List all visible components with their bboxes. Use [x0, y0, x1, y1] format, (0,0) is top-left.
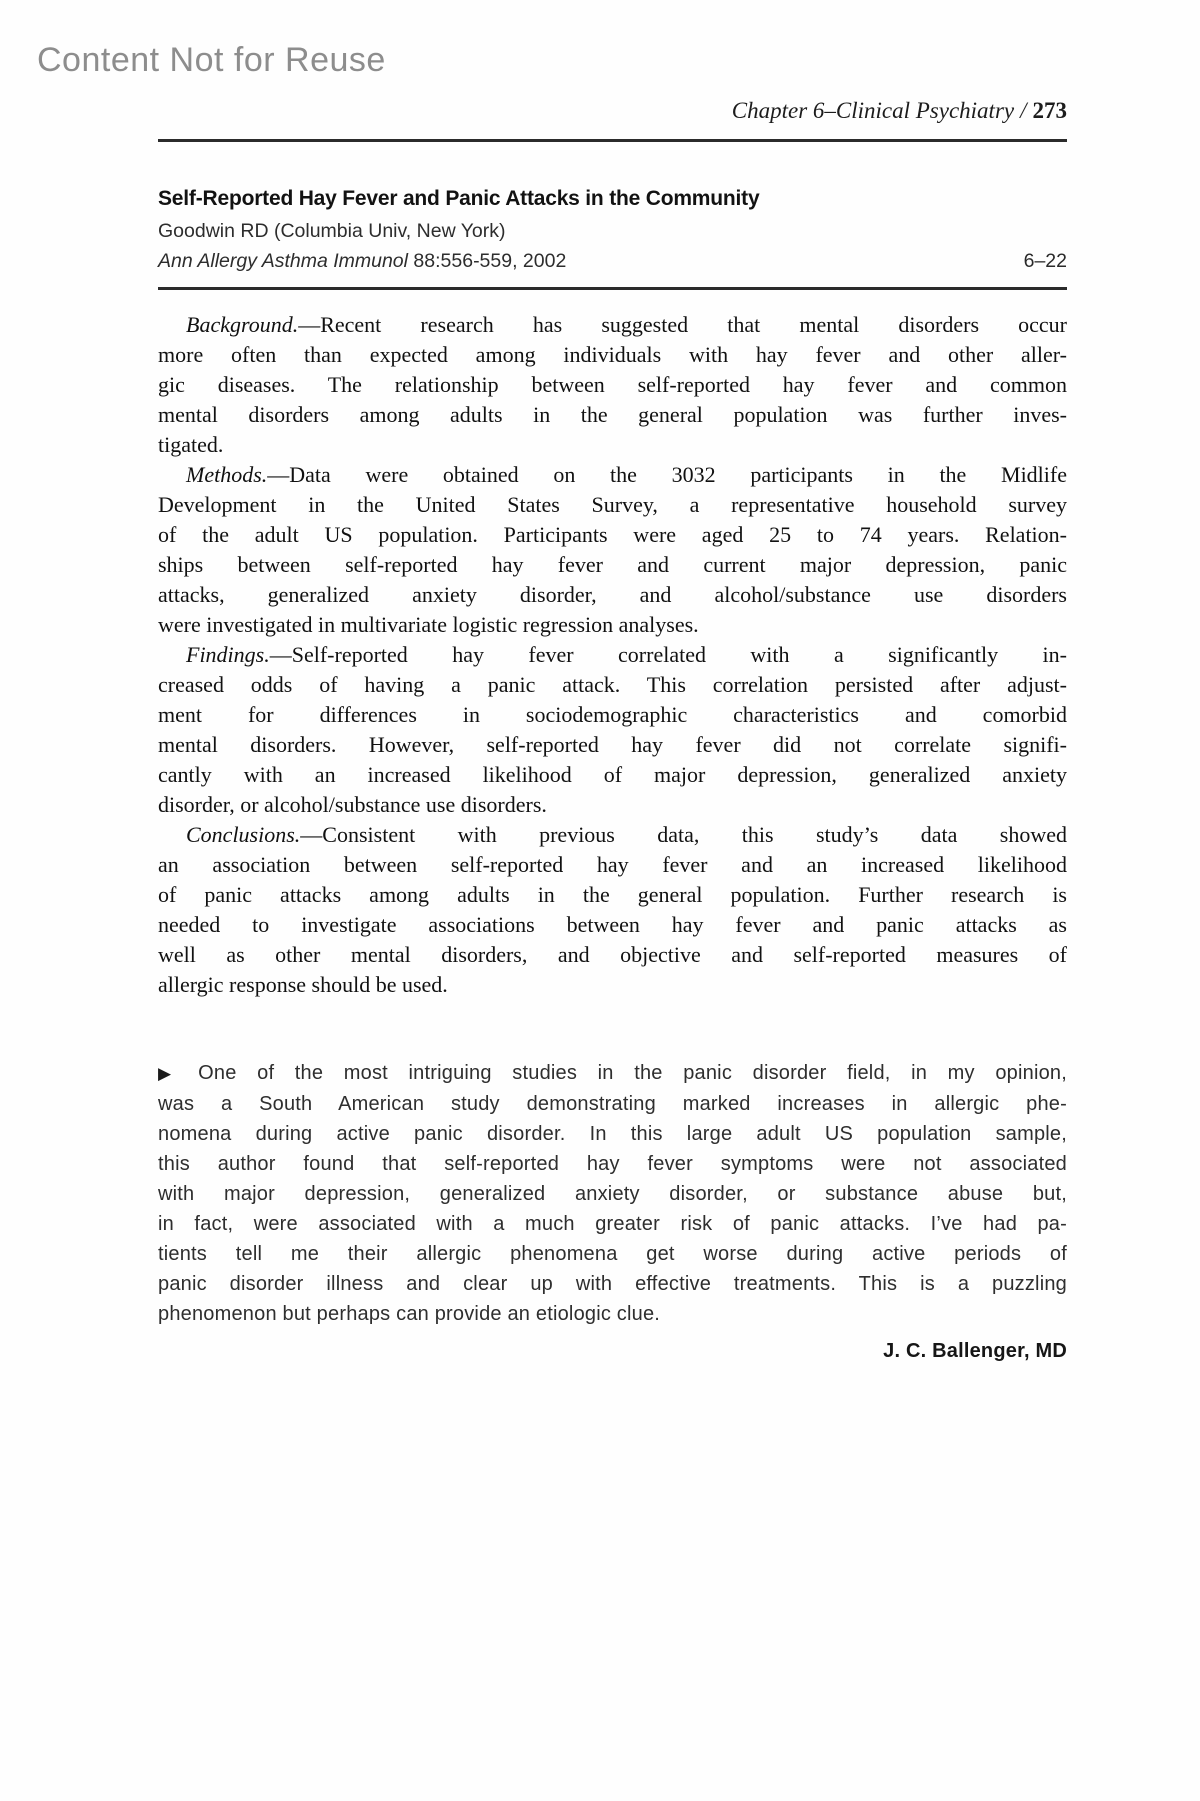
- text-line: with major depression, generalized anxiety disorder, or substance abuse but,: [158, 1183, 1067, 1205]
- text-line: mental disorders among adults in the general population was further inves-: [158, 402, 1067, 427]
- article-head: [158, 185, 1067, 274]
- text-line: of panic attacks among adults in the general population. Further research is: [158, 882, 1067, 907]
- citation-rule: [158, 287, 1067, 290]
- text-line: more often than expected among individuals with hay fever and other aller-: [158, 342, 1067, 367]
- journal-name: Ann Allergy Asthma Immunol: [158, 250, 408, 272]
- text-line: disorder, or alcohol/substance use disorders.: [158, 792, 547, 817]
- article-title: Self-Reported Hay Fever and Panic Attacks in the Community: [158, 187, 760, 210]
- content-column: [158, 0, 1067, 1365]
- abstract: [158, 310, 1067, 1000]
- section-label: Background.: [186, 312, 299, 337]
- text-line: an association between self-reported hay fever and an increased likelihood: [158, 852, 1067, 877]
- text-line: nomena during active panic disorder. In this large adult US population sample,: [158, 1123, 1067, 1145]
- page-header: [158, 96, 1067, 126]
- section-label: Methods.: [186, 462, 268, 487]
- text-line: in fact, were associated with a much greater risk of panic attacks. I’ve had pa-: [158, 1213, 1067, 1235]
- text-line: were investigated in multivariate logistic regression analyses.: [158, 612, 699, 637]
- abstract-paragraph: [158, 310, 1067, 460]
- text-line: Methods.—Data were obtained on the 3032 participants in the Midlife: [186, 462, 1067, 487]
- section-label: Conclusions.: [186, 822, 301, 847]
- text-line: tigated.: [158, 432, 224, 457]
- text-line: needed to investigate associations between hay fever and panic attacks as: [158, 912, 1067, 937]
- citation-detail: 88:556-559, 2002: [413, 250, 567, 272]
- article-citation: [158, 248, 1067, 274]
- citation-left: [158, 248, 566, 274]
- text-line: phenomenon but perhaps can provide an etiologic clue.: [158, 1303, 661, 1325]
- text-line: panic disorder illness and clear up with effective treatments. This is a puzzling: [158, 1273, 1067, 1295]
- text-line: Findings.—Self-reported hay fever correlated with a significantly in-: [186, 642, 1067, 667]
- text-line: allergic response should be used.: [158, 972, 448, 997]
- abstract-paragraph: [158, 640, 1067, 820]
- abstract-paragraph: [158, 820, 1067, 1000]
- header-rule: [158, 139, 1067, 142]
- chapter-title: Chapter 6–Clinical Psychiatry: [731, 98, 1015, 123]
- abstract-paragraph: [158, 460, 1067, 640]
- text-line: cantly with an increased likelihood of major depression, generalized anxiety: [158, 762, 1067, 787]
- text-line: this author found that self-reported hay fever symptoms were not associated: [158, 1153, 1067, 1175]
- page-number: 273: [1032, 98, 1067, 123]
- section-label: Findings.: [186, 642, 270, 667]
- text-line: was a South American study demonstrating marked increases in allergic phe-: [158, 1093, 1067, 1115]
- text-line: of the adult US population. Participants were aged 25 to 74 years. Relation-: [158, 522, 1067, 547]
- text-line: tients tell me their allergic phenomena get worse during active periods of: [158, 1243, 1067, 1265]
- text-line: attacks, generalized anxiety disorder, and alcohol/substance use disorders: [158, 582, 1067, 607]
- commentary-signature: J. C. Ballenger, MD: [883, 1340, 1067, 1362]
- text-line: ships between self-reported hay fever and current major depression, panic: [158, 552, 1067, 577]
- header-separator: /: [1020, 98, 1027, 123]
- text-line: ment for differences in sociodemographic characteristics and comorbid: [158, 702, 1067, 727]
- text-line: mental disorders. However, self-reported hay fever did not correlate signifi-: [158, 732, 1067, 757]
- text-line: Background.—Recent research has suggested that mental disorders occur: [186, 312, 1067, 337]
- commentary: [158, 1058, 1067, 1365]
- text-line: well as other mental disorders, and objective and self-reported measures of: [158, 942, 1067, 967]
- article-authors: Goodwin RD (Columbia Univ, New York): [158, 220, 506, 242]
- reference-code: 6–22: [1023, 250, 1067, 272]
- text-line: creased odds of having a panic attack. This correlation persisted after adjust-: [158, 672, 1067, 697]
- commentary-arrow-icon: ▶: [158, 1064, 187, 1083]
- text-line: Conclusions.—Consistent with previous data, this study’s data showed: [186, 822, 1067, 847]
- text-line: ▶ One of the most intriguing studies in the panic disorder field, in my opinion,: [158, 1062, 1067, 1084]
- text-line: Development in the United States Survey, a representative household survey: [158, 492, 1067, 517]
- watermark: Content Not for Reuse: [37, 41, 386, 79]
- commentary-body: [158, 1058, 1067, 1329]
- text-line: gic diseases. The relationship between self-reported hay fever and common: [158, 372, 1067, 397]
